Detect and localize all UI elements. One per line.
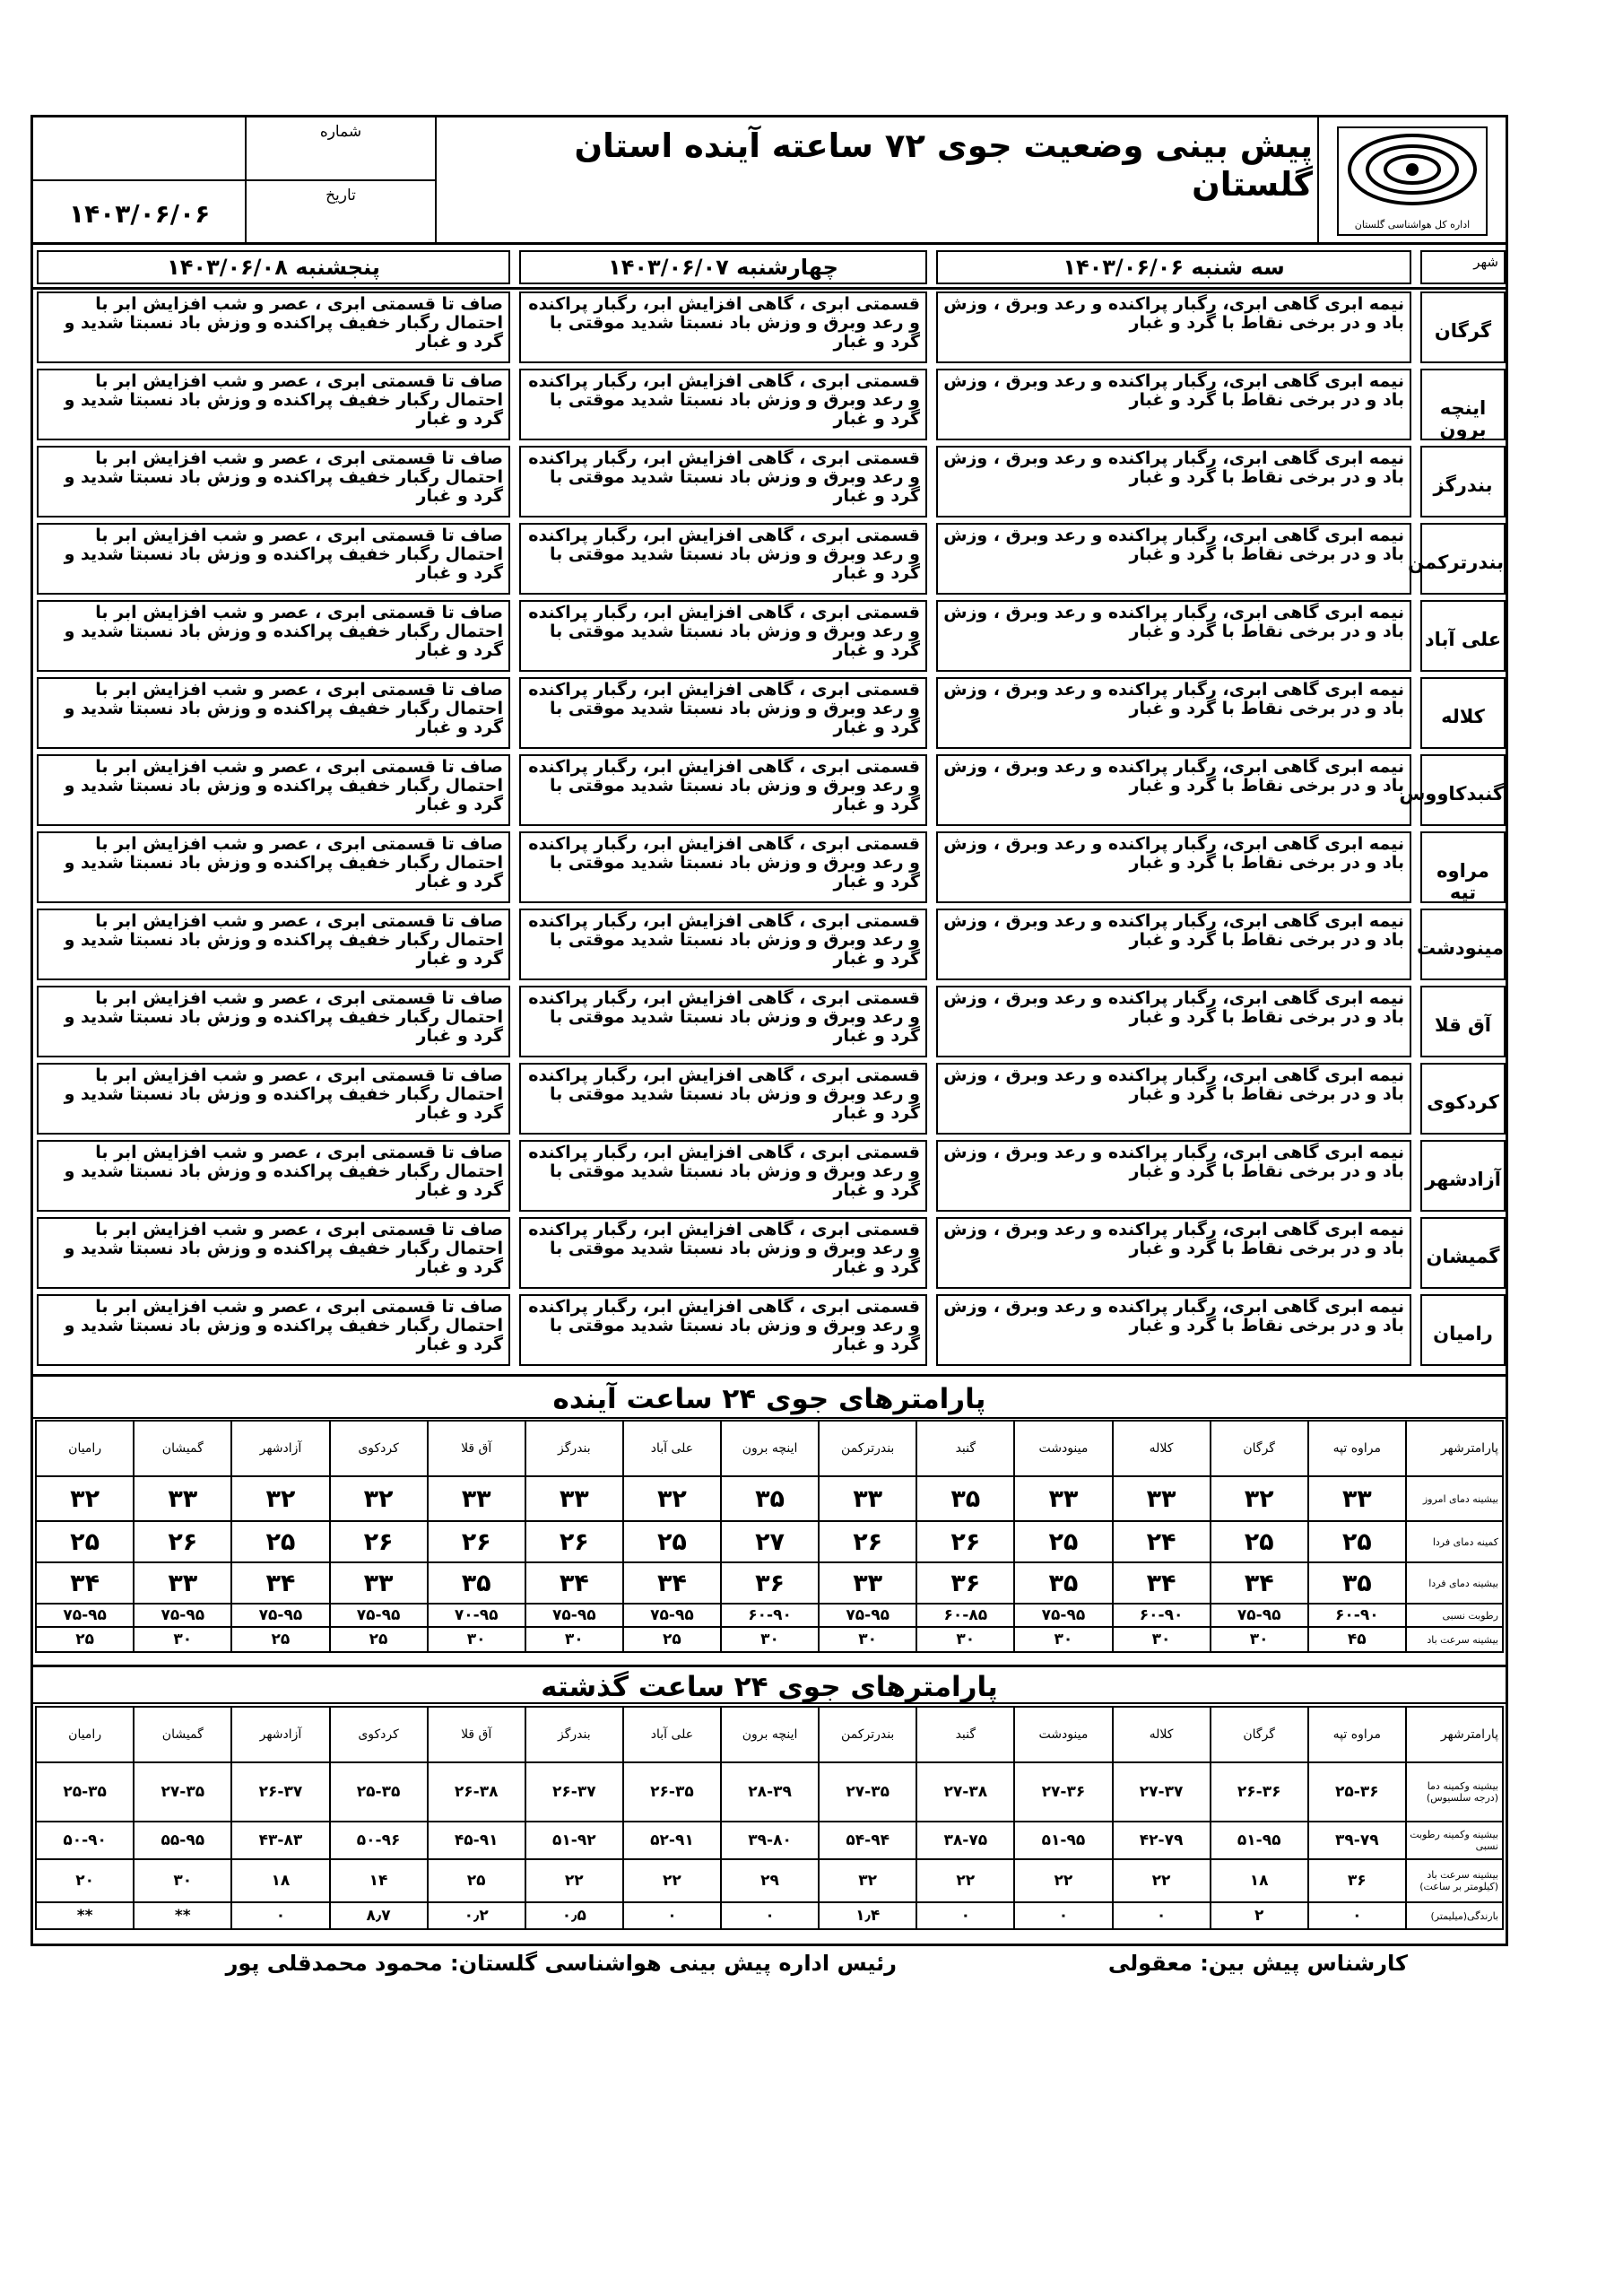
head-signature: رئیس اداره پیش بینی هواشناسی گلستان: محمود محمدقلی پور: [225, 1951, 897, 1976]
city-column-header: آزادشهر: [231, 1707, 329, 1762]
value-cell: ۲۵-۳۶: [1308, 1762, 1406, 1822]
table-row: [36, 1562, 1503, 1604]
row-label: بیشینه سرعت باد: [1406, 1627, 1503, 1652]
day2-forecast: قسمتی ابری ، گاهی افزایش ابر، رگبار پراکنده و رعد وبرق و وزش باد نسبتا شدید موقتی با گرد و غبار: [519, 600, 927, 672]
forecast-row: [33, 1292, 1506, 1368]
value-cell: ۵۱-۹۵: [1014, 1822, 1112, 1859]
city-column-header: آق قلا: [428, 1707, 525, 1762]
value-cell: ۳۲: [623, 1476, 721, 1521]
number-row: [33, 117, 435, 181]
day2-forecast: قسمتی ابری ، گاهی افزایش ابر، رگبار پراکنده و رعد وبرق و وزش باد نسبتا شدید موقتی با گرد و غبار: [519, 1140, 927, 1212]
day3-forecast: صاف تا قسمتی ابری ، عصر و شب افزایش ابر با احتمال رگبار خفیف پراکنده و وزش باد نسبتا شدید و گرد و غبار: [37, 1063, 510, 1135]
table-row: [36, 1521, 1503, 1562]
forecaster-signature: کارشناس پیش بین: معقولی: [1107, 1951, 1408, 1976]
value-cell: ۲۷-۳۵: [819, 1762, 916, 1822]
value-cell: ۳۳: [134, 1476, 231, 1521]
param-header: پارامترشهر: [1406, 1421, 1503, 1476]
day1-forecast: نیمه ابری گاهی ابری، رگبار پراکنده و رعد وبرق ، وزش باد و در برخی نقاط با گرد و غبار: [936, 986, 1411, 1057]
day1-forecast: نیمه ابری گاهی ابری، رگبار پراکنده و رعد وبرق ، وزش باد و در برخی نقاط با گرد و غبار: [936, 1217, 1411, 1289]
value-cell: ۲۷-۳۷: [1113, 1762, 1211, 1822]
value-cell: ۳۶: [916, 1562, 1014, 1604]
value-cell: ۲۶: [330, 1521, 428, 1562]
city-column-header: مینودشت: [1014, 1421, 1112, 1476]
city-name: بندرترکمن: [1420, 523, 1506, 595]
header: [33, 117, 1506, 245]
value-cell: ۳۸-۷۵: [916, 1822, 1014, 1859]
value-cell: ۳۳: [819, 1476, 916, 1521]
value-cell: ۵۲-۹۱: [623, 1822, 721, 1859]
forecast-row: [33, 907, 1506, 982]
day3-forecast: صاف تا قسمتی ابری ، عصر و شب افزایش ابر با احتمال رگبار خفیف پراکنده و وزش باد نسبتا شدید و گرد و غبار: [37, 1140, 510, 1212]
forecast-row: [33, 1138, 1506, 1213]
forecast-row: [33, 1061, 1506, 1136]
value-cell: ۳۴: [1211, 1562, 1308, 1604]
value-cell: ۳۰: [134, 1627, 231, 1652]
table-row: [36, 1822, 1503, 1859]
value-cell: ۶۰-۸۵: [916, 1604, 1014, 1627]
value-cell: ۳۴: [1113, 1562, 1211, 1604]
value-cell: ۳۳: [1014, 1476, 1112, 1521]
past24-table: [35, 1706, 1504, 1930]
city-column-header: علی آباد: [623, 1707, 721, 1762]
value-cell: ۲۴: [1113, 1521, 1211, 1562]
value-cell: ۲: [1211, 1902, 1308, 1929]
value-cell: ۷۵-۹۵: [134, 1604, 231, 1627]
value-cell: ۲۷-۳۸: [916, 1762, 1014, 1822]
day3-forecast: صاف تا قسمتی ابری ، عصر و شب افزایش ابر با احتمال رگبار خفیف پراکنده و وزش باد نسبتا شدید و گرد و غبار: [37, 600, 510, 672]
value-cell: ۸٫۷: [330, 1902, 428, 1929]
table-row: [36, 1476, 1503, 1521]
value-cell: ۲۵: [231, 1627, 329, 1652]
day3-forecast: صاف تا قسمتی ابری ، عصر و شب افزایش ابر با احتمال رگبار خفیف پراکنده و وزش باد نسبتا شدید و گرد و غبار: [37, 369, 510, 440]
param-header: پارامترشهر: [1406, 1707, 1503, 1762]
value-cell: ۲۶-۳۵: [623, 1762, 721, 1822]
value-cell: ۳۰: [428, 1627, 525, 1652]
value-cell: ۲۵: [623, 1627, 721, 1652]
forecast-row: [33, 367, 1506, 442]
value-cell: ۳۴: [525, 1562, 623, 1604]
value-cell: ۲۵: [1211, 1521, 1308, 1562]
day2-forecast: قسمتی ابری ، گاهی افزایش ابر، رگبار پراکنده و رعد وبرق و وزش باد نسبتا شدید موقتی با گرد و غبار: [519, 909, 927, 980]
day3-forecast: صاف تا قسمتی ابری ، عصر و شب افزایش ابر با احتمال رگبار خفیف پراکنده و وزش باد نسبتا شدید و گرد و غبار: [37, 986, 510, 1057]
city-column-header: بندرترکمن: [819, 1421, 916, 1476]
value-cell: ۰: [916, 1902, 1014, 1929]
city-name: مراوه تپه: [1420, 831, 1506, 903]
value-cell: ۰: [231, 1902, 329, 1929]
value-cell: ۲۸-۳۹: [721, 1762, 819, 1822]
row-label: رطوبت نسبی: [1406, 1604, 1503, 1627]
value-cell: ۲۵: [330, 1627, 428, 1652]
value-cell: ۳۲: [1211, 1476, 1308, 1521]
day2-forecast: قسمتی ابری ، گاهی افزایش ابر، رگبار پراکنده و رعد وبرق و وزش باد نسبتا شدید موقتی با گرد و غبار: [519, 369, 927, 440]
value-cell: ۲۵-۳۵: [330, 1762, 428, 1822]
date-label: تاریخ: [245, 181, 435, 245]
city-column-header: کلاله: [1113, 1421, 1211, 1476]
value-cell: ۷۵-۹۵: [1014, 1604, 1112, 1627]
table-row: [36, 1859, 1503, 1902]
value-cell: ۳۶: [1308, 1859, 1406, 1902]
table-row: [36, 1604, 1503, 1627]
next24-title: پارامترهای جوی ۲۴ ساعت آینده: [33, 1379, 1506, 1419]
city-column-header: گرگان: [1211, 1421, 1308, 1476]
value-cell: ۲۵: [1014, 1521, 1112, 1562]
value-cell: ۷۵-۹۵: [231, 1604, 329, 1627]
row-label: بارندگی(میلیمتر): [1406, 1902, 1503, 1929]
next24-table: [35, 1420, 1504, 1653]
value-cell: ۲۵: [1308, 1521, 1406, 1562]
value-cell: ۰: [623, 1902, 721, 1929]
value-cell: ۵۴-۹۴: [819, 1822, 916, 1859]
day2-forecast: قسمتی ابری ، گاهی افزایش ابر، رگبار پراکنده و رعد وبرق و وزش باد نسبتا شدید موقتی با گرد و غبار: [519, 1217, 927, 1289]
value-cell: ۳۳: [525, 1476, 623, 1521]
date-row: [33, 181, 435, 245]
table-row: [36, 1627, 1503, 1652]
day3-forecast: صاف تا قسمتی ابری ، عصر و شب افزایش ابر با احتمال رگبار خفیف پراکنده و وزش باد نسبتا شدید و گرد و غبار: [37, 831, 510, 903]
city-column-label: شهر: [1420, 250, 1506, 284]
city-column-header: آق قلا: [428, 1421, 525, 1476]
value-cell: ۳۲: [36, 1476, 134, 1521]
value-cell: ۲۶-۳۶: [1211, 1762, 1308, 1822]
value-cell: ۰٫۲: [428, 1902, 525, 1929]
value-cell: ۳۶: [721, 1562, 819, 1604]
value-cell: **: [134, 1902, 231, 1929]
city-column-header: آزادشهر: [231, 1421, 329, 1476]
city-column-header: گمیشان: [134, 1707, 231, 1762]
value-cell: ۲۵: [36, 1521, 134, 1562]
table-header-row: [36, 1421, 1503, 1476]
value-cell: ۶۰-۹۰: [721, 1604, 819, 1627]
value-cell: ۰: [1308, 1902, 1406, 1929]
value-cell: ۰: [1113, 1902, 1211, 1929]
day2-forecast: قسمتی ابری ، گاهی افزایش ابر، رگبار پراکنده و رعد وبرق و وزش باد نسبتا شدید موقتی با گرد و غبار: [519, 831, 927, 903]
city-column-header: اینچه برون: [721, 1421, 819, 1476]
city-name: اینچه برون: [1420, 369, 1506, 440]
date-value: ۱۴۰۳/۰۶/۰۶: [69, 199, 211, 229]
city-name: گرگان: [1420, 291, 1506, 363]
table-row: [36, 1902, 1503, 1929]
value-cell: ۲۶: [819, 1521, 916, 1562]
value-cell: ۳۳: [1113, 1476, 1211, 1521]
row-label: بیشینه وکمینه رطوبت نسبی: [1406, 1822, 1503, 1859]
footer: [0, 1951, 1524, 1987]
logo-area: [1317, 117, 1506, 245]
day1-forecast: نیمه ابری گاهی ابری، رگبار پراکنده و رعد وبرق ، وزش باد و در برخی نقاط با گرد و غبار: [936, 677, 1411, 749]
forecast-row: [33, 598, 1506, 674]
value-cell: ۲۶-۳۷: [231, 1762, 329, 1822]
value-cell: ۲۷-۳۵: [134, 1762, 231, 1822]
value-cell: ۷۵-۹۵: [1211, 1604, 1308, 1627]
value-cell: ۶۰-۹۰: [1113, 1604, 1211, 1627]
day2-forecast: قسمتی ابری ، گاهی افزایش ابر، رگبار پراکنده و رعد وبرق و وزش باد نسبتا شدید موقتی با گرد و غبار: [519, 446, 927, 517]
day3-forecast: صاف تا قسمتی ابری ، عصر و شب افزایش ابر با احتمال رگبار خفیف پراکنده و وزش باد نسبتا شدید و گرد و غبار: [37, 291, 510, 363]
day1-header: سه شنبه ۱۴۰۳/۰۶/۰۶: [936, 250, 1411, 284]
value-cell: ۷۵-۹۵: [36, 1604, 134, 1627]
forecast-sheet: [30, 115, 1508, 1946]
value-cell: ۳۵: [428, 1562, 525, 1604]
city-column-header: رامیان: [36, 1421, 134, 1476]
day-header-row: [33, 245, 1506, 290]
day2-forecast: قسمتی ابری ، گاهی افزایش ابر، رگبار پراکنده و رعد وبرق و وزش باد نسبتا شدید موقتی با گرد و غبار: [519, 754, 927, 826]
value-cell: ۳۳: [134, 1562, 231, 1604]
value-cell: ۷۵-۹۵: [819, 1604, 916, 1627]
day1-forecast: نیمه ابری گاهی ابری، رگبار پراکنده و رعد وبرق ، وزش باد و در برخی نقاط با گرد و غبار: [936, 1294, 1411, 1366]
value-cell: ۳۲: [231, 1476, 329, 1521]
value-cell: ۲۶-۳۷: [525, 1762, 623, 1822]
day1-forecast: نیمه ابری گاهی ابری، رگبار پراکنده و رعد وبرق ، وزش باد و در برخی نقاط با گرد و غبار: [936, 1140, 1411, 1212]
value-cell: ۲۵-۳۵: [36, 1762, 134, 1822]
city-column-header: کردکوی: [330, 1707, 428, 1762]
value-cell: ۳۵: [721, 1476, 819, 1521]
value-cell: ۳۵: [1308, 1562, 1406, 1604]
forecast-row: [33, 290, 1506, 365]
city-name: علی آباد: [1420, 600, 1506, 672]
day3-forecast: صاف تا قسمتی ابری ، عصر و شب افزایش ابر با احتمال رگبار خفیف پراکنده و وزش باد نسبتا شدید و گرد و غبار: [37, 446, 510, 517]
day3-forecast: صاف تا قسمتی ابری ، عصر و شب افزایش ابر با احتمال رگبار خفیف پراکنده و وزش باد نسبتا شدید و گرد و غبار: [37, 677, 510, 749]
day3-forecast: صاف تا قسمتی ابری ، عصر و شب افزایش ابر با احتمال رگبار خفیف پراکنده و وزش باد نسبتا شدید و گرد و غبار: [37, 1217, 510, 1289]
row-label: بیشینه دمای فردا: [1406, 1562, 1503, 1604]
value-cell: ۷۵-۹۵: [330, 1604, 428, 1627]
value-cell: ۳۹-۸۰: [721, 1822, 819, 1859]
value-cell: ۳۴: [623, 1562, 721, 1604]
value-cell: ۳۴: [36, 1562, 134, 1604]
value-cell: ۳۰: [525, 1627, 623, 1652]
value-cell: ۳۳: [428, 1476, 525, 1521]
value-cell: ۵۰-۹۰: [36, 1822, 134, 1859]
value-cell: ۲۶-۳۸: [428, 1762, 525, 1822]
value-cell: ۵۱-۹۲: [525, 1822, 623, 1859]
value-cell: ۰: [721, 1902, 819, 1929]
value-cell: ۱۴: [330, 1859, 428, 1902]
value-cell: ۲۵: [231, 1521, 329, 1562]
value-cell: ۲۵: [623, 1521, 721, 1562]
value-cell: ۲۶: [134, 1521, 231, 1562]
value-cell: ۳۰: [1113, 1627, 1211, 1652]
city-column-header: گنبد: [916, 1707, 1014, 1762]
value-cell: ۴۵: [1308, 1627, 1406, 1652]
forecast-table: [33, 290, 1506, 1377]
value-cell: ۳۵: [1014, 1562, 1112, 1604]
city-name: رامیان: [1420, 1294, 1506, 1366]
city-column-header: بندرگز: [525, 1421, 623, 1476]
value-cell: ۳۹-۷۹: [1308, 1822, 1406, 1859]
value-cell: ۱۸: [231, 1859, 329, 1902]
value-cell: ۳۰: [1211, 1627, 1308, 1652]
city-column-header: گرگان: [1211, 1707, 1308, 1762]
day3-forecast: صاف تا قسمتی ابری ، عصر و شب افزایش ابر با احتمال رگبار خفیف پراکنده و وزش باد نسبتا شدید و گرد و غبار: [37, 523, 510, 595]
value-cell: ۵۵-۹۵: [134, 1822, 231, 1859]
forecast-row: [33, 830, 1506, 905]
value-cell: ۳۰: [721, 1627, 819, 1652]
day3-forecast: صاف تا قسمتی ابری ، عصر و شب افزایش ابر با احتمال رگبار خفیف پراکنده و وزش باد نسبتا شدید و گرد و غبار: [37, 909, 510, 980]
value-cell: ۷۰-۹۵: [428, 1604, 525, 1627]
city-name: مینودشت: [1420, 909, 1506, 980]
value-cell: ۲۵: [36, 1627, 134, 1652]
value-cell: ۳۰: [916, 1627, 1014, 1652]
day2-forecast: قسمتی ابری ، گاهی افزایش ابر، رگبار پراکنده و رعد وبرق و وزش باد نسبتا شدید موقتی با گرد و غبار: [519, 986, 927, 1057]
value-cell: ۳۵: [916, 1476, 1014, 1521]
day1-forecast: نیمه ابری گاهی ابری، رگبار پراکنده و رعد وبرق ، وزش باد و در برخی نقاط با گرد و غبار: [936, 446, 1411, 517]
city-column-header: علی آباد: [623, 1421, 721, 1476]
day1-forecast: نیمه ابری گاهی ابری، رگبار پراکنده و رعد وبرق ، وزش باد و در برخی نقاط با گرد و غبار: [936, 600, 1411, 672]
city-column-header: گمیشان: [134, 1421, 231, 1476]
past24-title: پارامترهای جوی ۲۴ ساعت گذشته: [33, 1665, 1506, 1704]
value-cell: ۳۰: [134, 1859, 231, 1902]
day2-forecast: قسمتی ابری ، گاهی افزایش ابر، رگبار پراکنده و رعد وبرق و وزش باد نسبتا شدید موقتی با گرد و غبار: [519, 677, 927, 749]
number-value: [33, 117, 245, 179]
value-cell: ۳۰: [819, 1627, 916, 1652]
value-cell: ۲۲: [1014, 1859, 1112, 1902]
value-cell: ۲۷: [721, 1521, 819, 1562]
row-label: بیشینه دمای امروز: [1406, 1476, 1503, 1521]
value-cell: ۴۳-۸۳: [231, 1822, 329, 1859]
forecast-row: [33, 675, 1506, 751]
page-title: پیش بینی وضعیت جوی ۷۲ ساعته آینده استان گلستان: [574, 126, 1313, 204]
day1-forecast: نیمه ابری گاهی ابری، رگبار پراکنده و رعد وبرق ، وزش باد و در برخی نقاط با گرد و غبار: [936, 909, 1411, 980]
value-cell: ۳۳: [819, 1562, 916, 1604]
city-column-header: گنبد: [916, 1421, 1014, 1476]
city-column-header: مراوه تپه: [1308, 1707, 1406, 1762]
value-cell: ۰: [1014, 1902, 1112, 1929]
value-cell: ۴۵-۹۱: [428, 1822, 525, 1859]
city-column-header: کردکوی: [330, 1421, 428, 1476]
city-name: کردکوی: [1420, 1063, 1506, 1135]
city-column-header: کلاله: [1113, 1707, 1211, 1762]
row-label: کمینه دمای فردا: [1406, 1521, 1503, 1562]
value-cell: ۶۰-۹۰: [1308, 1604, 1406, 1627]
city-name: کلاله: [1420, 677, 1506, 749]
value-cell: ۲۵: [428, 1859, 525, 1902]
meta-box: [33, 117, 437, 245]
value-cell: ۲۶: [525, 1521, 623, 1562]
day1-forecast: نیمه ابری گاهی ابری، رگبار پراکنده و رعد وبرق ، وزش باد و در برخی نقاط با گرد و غبار: [936, 291, 1411, 363]
value-cell: ۷۵-۹۵: [623, 1604, 721, 1627]
city-name: بندرگز: [1420, 446, 1506, 517]
value-cell: ۲۶: [916, 1521, 1014, 1562]
value-cell: **: [36, 1902, 134, 1929]
value-cell: ۴۲-۷۹: [1113, 1822, 1211, 1859]
value-cell: ۲۲: [623, 1859, 721, 1902]
forecast-row: [33, 984, 1506, 1059]
row-label: بیشینه وکمینه دما (درجه سلسیوس): [1406, 1762, 1503, 1822]
table-row: [36, 1762, 1503, 1822]
value-cell: ۳۲: [819, 1859, 916, 1902]
day2-forecast: قسمتی ابری ، گاهی افزایش ابر، رگبار پراکنده و رعد وبرق و وزش باد نسبتا شدید موقتی با گرد و غبار: [519, 1294, 927, 1366]
number-label: شماره: [245, 117, 435, 179]
value-cell: ۰٫۵: [525, 1902, 623, 1929]
city-column-header: مراوه تپه: [1308, 1421, 1406, 1476]
city-name: آزادشهر: [1420, 1140, 1506, 1212]
organization-logo: [1337, 126, 1488, 236]
value-cell: ۲۷-۳۶: [1014, 1762, 1112, 1822]
value-cell: ۳۳: [330, 1562, 428, 1604]
value-cell: ۱۸: [1211, 1859, 1308, 1902]
city-name: گنبدکاووس: [1420, 754, 1506, 826]
forecast-row: [33, 752, 1506, 828]
day1-forecast: نیمه ابری گاهی ابری، رگبار پراکنده و رعد وبرق ، وزش باد و در برخی نقاط با گرد و غبار: [936, 1063, 1411, 1135]
city-column-header: بندرگز: [525, 1707, 623, 1762]
day1-forecast: نیمه ابری گاهی ابری، رگبار پراکنده و رعد وبرق ، وزش باد و در برخی نقاط با گرد و غبار: [936, 369, 1411, 440]
meteorology-logo-icon: [1339, 128, 1486, 211]
value-cell: ۳۰: [1014, 1627, 1112, 1652]
forecast-row: [33, 1215, 1506, 1291]
value-cell: ۲۹: [721, 1859, 819, 1902]
row-label: بیشینه سرعت باد (کیلومتر بر ساعت): [1406, 1859, 1503, 1902]
value-cell: ۳۲: [330, 1476, 428, 1521]
value-cell: ۳۳: [1308, 1476, 1406, 1521]
day2-header: چهارشنبه ۱۴۰۳/۰۶/۰۷: [519, 250, 927, 284]
day2-forecast: قسمتی ابری ، گاهی افزایش ابر، رگبار پراکنده و رعد وبرق و وزش باد نسبتا شدید موقتی با گرد و غبار: [519, 523, 927, 595]
value-cell: ۵۰-۹۶: [330, 1822, 428, 1859]
day2-forecast: قسمتی ابری ، گاهی افزایش ابر، رگبار پراکنده و رعد وبرق و وزش باد نسبتا شدید موقتی با گرد و غبار: [519, 1063, 927, 1135]
value-cell: ۲۲: [525, 1859, 623, 1902]
value-cell: ۲۶: [428, 1521, 525, 1562]
day1-forecast: نیمه ابری گاهی ابری، رگبار پراکنده و رعد وبرق ، وزش باد و در برخی نقاط با گرد و غبار: [936, 831, 1411, 903]
city-column-header: رامیان: [36, 1707, 134, 1762]
value-cell: ۳۴: [231, 1562, 329, 1604]
city-name: آق قلا: [1420, 986, 1506, 1057]
forecast-row: [33, 521, 1506, 596]
city-column-header: بندرترکمن: [819, 1707, 916, 1762]
value-cell: ۲۲: [1113, 1859, 1211, 1902]
table-header-row: [36, 1707, 1503, 1762]
day2-forecast: قسمتی ابری ، گاهی افزایش ابر، رگبار پراکنده و رعد وبرق و وزش باد نسبتا شدید موقتی با گرد و غبار: [519, 291, 927, 363]
day1-forecast: نیمه ابری گاهی ابری، رگبار پراکنده و رعد وبرق ، وزش باد و در برخی نقاط با گرد و غبار: [936, 523, 1411, 595]
city-name: گمیشان: [1420, 1217, 1506, 1289]
day1-forecast: نیمه ابری گاهی ابری، رگبار پراکنده و رعد وبرق ، وزش باد و در برخی نقاط با گرد و غبار: [936, 754, 1411, 826]
forecast-row: [33, 444, 1506, 519]
city-column-header: مینودشت: [1014, 1707, 1112, 1762]
logo-caption: اداره کل هواشناسی گلستان: [1354, 219, 1471, 230]
value-cell: ۷۵-۹۵: [525, 1604, 623, 1627]
value-cell: ۵۱-۹۵: [1211, 1822, 1308, 1859]
day3-header: پنجشنبه ۱۴۰۳/۰۶/۰۸: [37, 250, 510, 284]
value-cell: ۲۰: [36, 1859, 134, 1902]
day3-forecast: صاف تا قسمتی ابری ، عصر و شب افزایش ابر با احتمال رگبار خفیف پراکنده و وزش باد نسبتا شدید و گرد و غبار: [37, 754, 510, 826]
value-cell: ۲۲: [916, 1859, 1014, 1902]
city-column-header: اینچه برون: [721, 1707, 819, 1762]
value-cell: ۱٫۴: [819, 1902, 916, 1929]
day3-forecast: صاف تا قسمتی ابری ، عصر و شب افزایش ابر با احتمال رگبار خفیف پراکنده و وزش باد نسبتا شدید و گرد و غبار: [37, 1294, 510, 1366]
